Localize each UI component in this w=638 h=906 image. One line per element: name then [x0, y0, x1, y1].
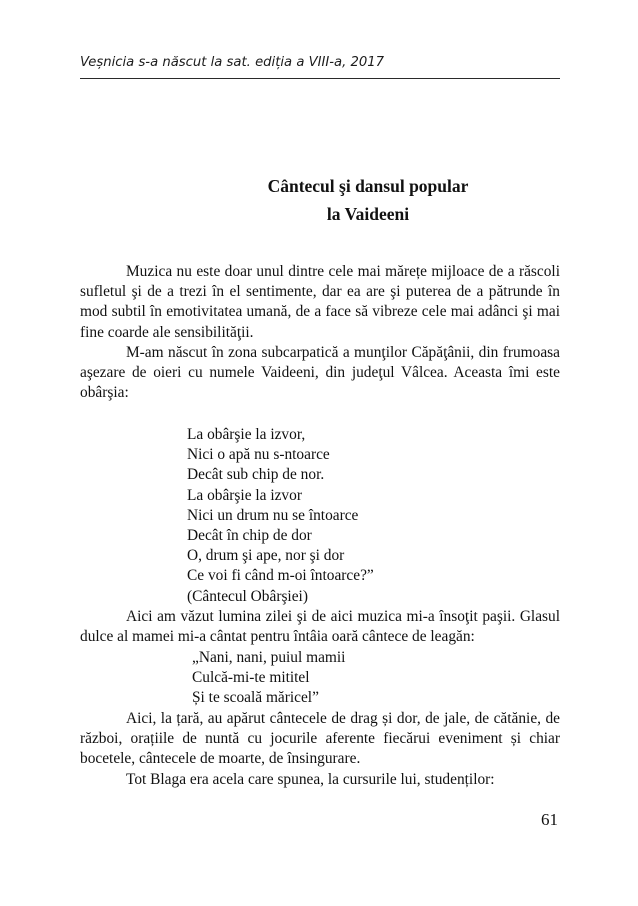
chapter-title	[80, 172, 560, 228]
poem-verse	[187, 425, 374, 607]
text-block-3	[80, 709, 560, 790]
running-header: Veșnicia s-a născut la sat. ediția a VIII-a, 2017	[80, 55, 385, 70]
text-block-2	[80, 607, 560, 647]
lullaby-line: „Nani, nani, puiul mamii	[192, 649, 346, 666]
verse-line: Ce voi fi când m-oi întoarce?”	[187, 567, 374, 585]
title-line-2: la Vaideeni	[326, 204, 410, 224]
lullaby-line: Și te scoală măricel”	[192, 689, 319, 707]
verse-line: Decât în chip de dor	[187, 526, 312, 544]
paragraph-3: Aici am văzut lumina zilei şi de aici muzica mi-a însoţit paşii. Glasul dulce al mamei mi-a cântat pentru întâia oară cântece de leagăn:	[80, 608, 560, 646]
lullaby-verse	[192, 648, 345, 709]
verse-line: Nici un drum nu se întoarce	[187, 506, 359, 524]
header-rule	[80, 78, 560, 79]
paragraph-2: M-am născut în zona subcarpatică a munţilor Căpăţânii, din frumoasa aşezare de oieri cu numele Vaideeni, din judeţul Vâlcea. Aceasta îmi este obârşia:	[80, 343, 560, 402]
page-number: 61	[541, 810, 558, 829]
verse-line: La obârşie la izvor	[187, 486, 302, 504]
verse-line: O, drum şi ape, nor şi dor	[187, 547, 345, 565]
verse-line: Nici o apă nu s-ntoarce	[187, 446, 330, 464]
verse-source: (Cântecul Obârşiei)	[187, 587, 308, 605]
lullaby-line: Culcă-mi-te mititel	[192, 669, 310, 687]
verse-line: Decât sub chip de nor.	[187, 466, 325, 484]
paragraph-1: Muzica nu este doar unul dintre cele mai mărețe mijloace de a răscoli sufletul şi de a trezi în el sentimente, dar ea are şi puterea de a pătrunde în mod subtil în emotivitatea umană, de a face să vibreze cele mai adânci şi mai fine coarde ale sensibilităţii.	[80, 263, 560, 341]
paragraph-5: Tot Blaga era acela care spunea, la cursurile lui, studenților:	[126, 770, 495, 788]
verse-line: La obârşie la izvor,	[187, 426, 306, 443]
title-line-1: Cântecul şi dansul popular	[267, 176, 469, 196]
paragraph-4: Aici, la țară, au apărut cântecele de drag și dor, de jale, de cătănie, de război, orațiile de nuntă cu jocurile aferente fiecărui eveniment și chiar bocetele, cântecele de moarte, de însingurare.	[80, 710, 560, 768]
text-block-1	[80, 262, 560, 403]
